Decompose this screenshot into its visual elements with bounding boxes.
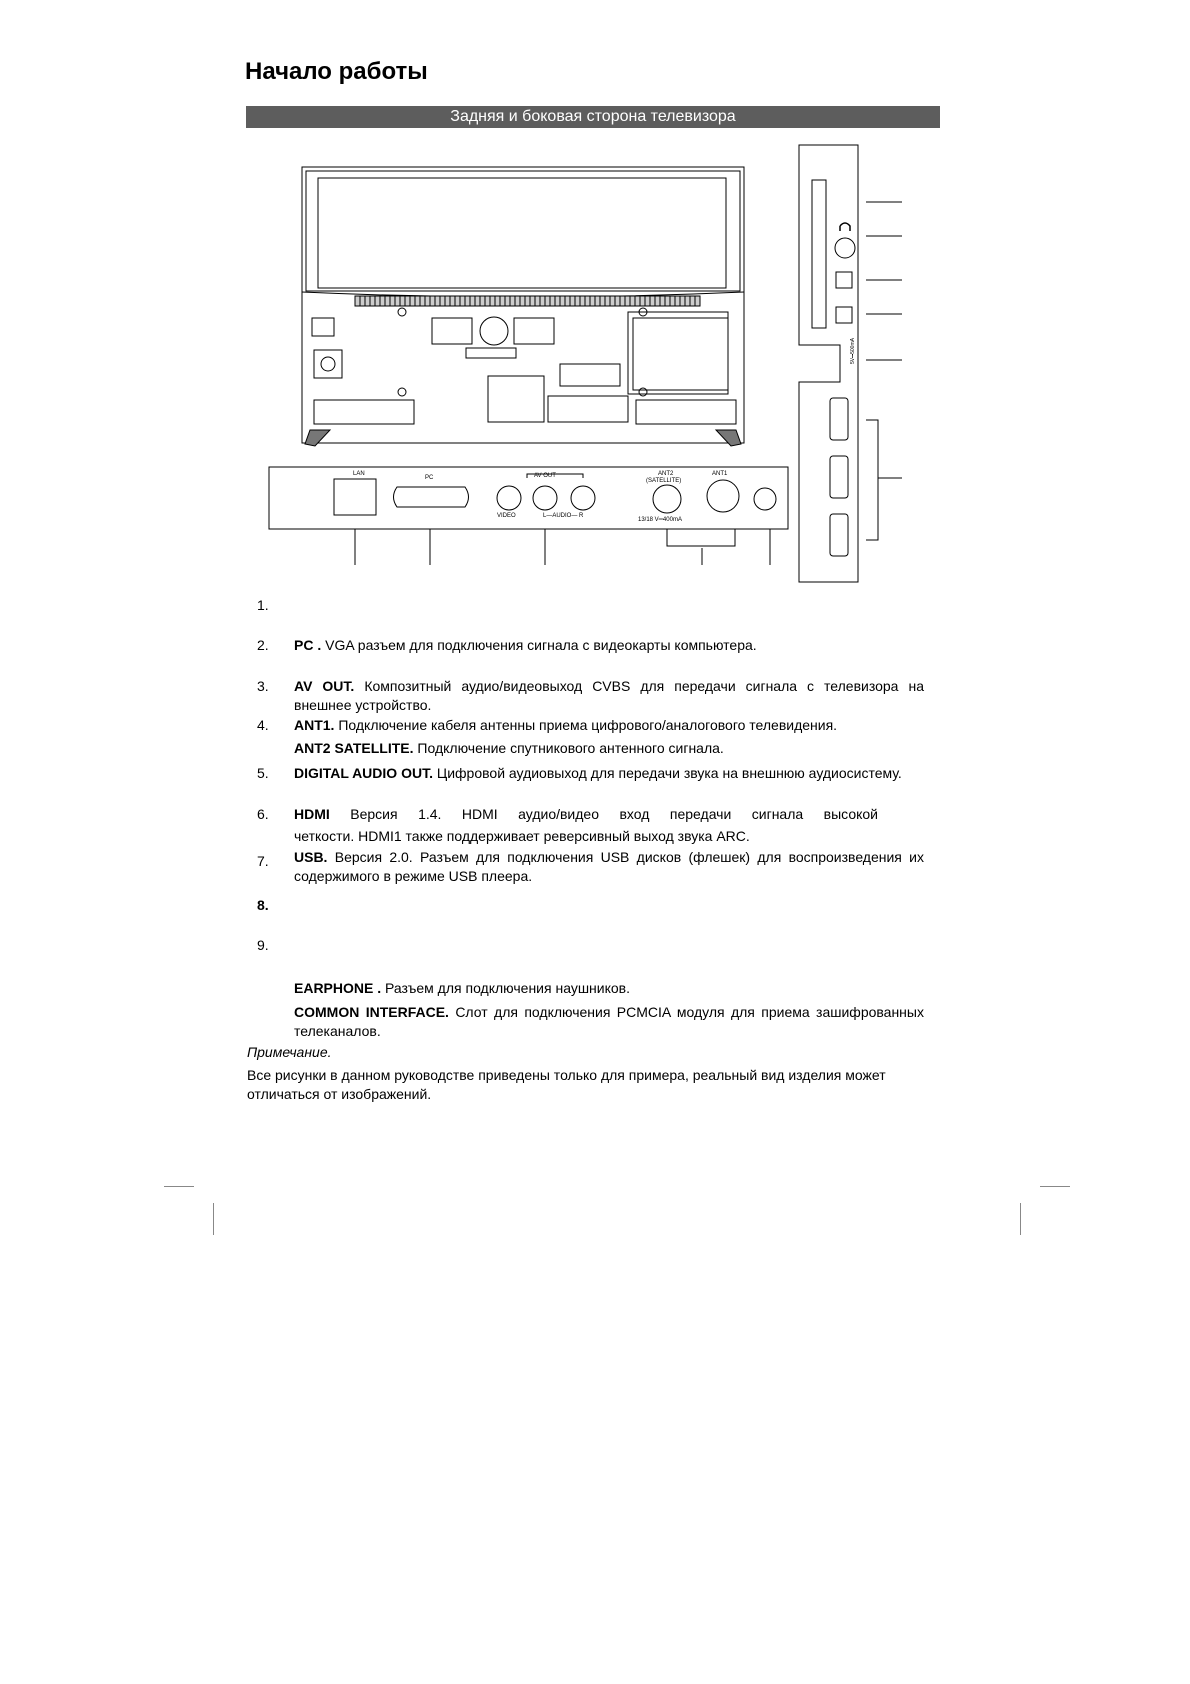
note-text: Все рисунки в данном руководстве приведены только для примера, реальный вид изделия может отличаться от изображений. <box>247 1067 886 1102</box>
item-number: 3. <box>257 678 269 694</box>
item-text: VGA разъем для подключения сигнала с видеокарты компьютера. <box>321 637 757 653</box>
usb-power-label: 5V⎓500mA <box>850 338 856 364</box>
item-text: Подключение кабеля антенны приема цифрового/аналогового телевидения. <box>334 717 838 733</box>
item-label: ANT1. <box>294 717 335 733</box>
item-number: 2. <box>257 637 269 653</box>
lan-label: LAN <box>353 471 365 477</box>
crop-mark-left-vertical <box>213 1203 214 1235</box>
item-label: USB. <box>294 849 328 865</box>
ant2-power-label: 13/18 V═400mA <box>638 517 682 523</box>
tv-rear-side-diagram <box>0 0 1190 600</box>
video-label: VIDEO <box>497 513 516 519</box>
crop-mark-right-horizontal <box>1040 1186 1070 1187</box>
satellite-label: (SATELLITE) <box>646 478 682 484</box>
item-text: Слот для подключения PCMCIA модуля для приема зашифрованных телеканалов. <box>294 1004 924 1039</box>
item-label: PC . <box>294 637 322 653</box>
section-banner: Задняя и боковая сторона телевизора <box>246 106 940 128</box>
item-number: 1. <box>257 597 269 613</box>
pc-label: PC <box>425 475 434 481</box>
item-text: Версия 1.4. HDMI аудио/видео вход передачи сигнала высокой <box>329 806 878 822</box>
ant2-label: ANT2 <box>658 471 674 477</box>
item-label: ANT2 SATELLITE. <box>294 740 414 756</box>
item-label: COMMON INTERFACE. <box>294 1004 449 1020</box>
note-label: Примечание. <box>247 1044 332 1060</box>
item-number: 9. <box>257 937 269 953</box>
item-label: DIGITAL AUDIO OUT. <box>294 765 433 781</box>
item-label: EARPHONE . <box>294 980 382 996</box>
item-number: 7. <box>257 853 269 869</box>
item-text: Подключение спутникового антенного сигнала. <box>413 740 724 756</box>
tv-rear-view <box>302 167 744 446</box>
crop-mark-right-vertical <box>1020 1203 1021 1235</box>
crop-mark-left-horizontal <box>164 1186 194 1187</box>
bottom-connector-panel <box>269 467 788 565</box>
item-label: AV OUT. <box>294 678 355 694</box>
item-text: четкости. HDMI1 также поддерживает реверсивный выход звука ARC. <box>294 828 750 844</box>
av-out-label: AV OUT <box>534 473 556 479</box>
item-text: Композитный аудио/видеовыход CVBS для передачи сигнала с телевизора на внешнее устройство. <box>294 678 924 713</box>
item-number: 4. <box>257 717 269 733</box>
item-text: Разъем для подключения наушников. <box>381 980 631 996</box>
headphone-icon <box>840 223 850 231</box>
item-number: 8. <box>257 897 269 913</box>
item-number: 5. <box>257 765 269 781</box>
audio-lr-label: L—AUDIO— R <box>543 513 584 519</box>
item-text: Цифровой аудиовыход для передачи звука на внешнюю аудиосистему. <box>432 765 902 781</box>
item-label: HDMI <box>294 806 330 822</box>
item-number: 6. <box>257 806 269 822</box>
item-text: Версия 2.0. Разъем для подключения USB дисков (флешек) для воспроизведения их содержимого в режиме USB плеера. <box>294 849 924 884</box>
page-title: Начало работы <box>245 58 428 85</box>
ant1-label: ANT1 <box>712 471 728 477</box>
